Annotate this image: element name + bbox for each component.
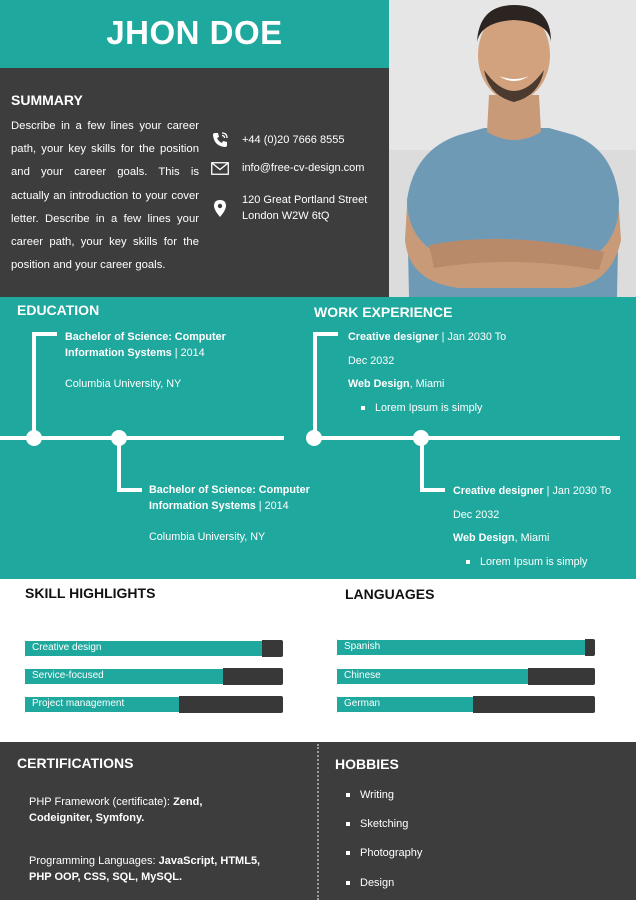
bullet-icon — [346, 793, 350, 797]
skill-label: Creative design — [32, 642, 102, 653]
candidate-name: JHON DOE — [106, 14, 283, 51]
contact-address — [242, 192, 367, 224]
bullet-icon — [346, 881, 350, 885]
education-connector-2 — [117, 438, 121, 492]
address-line-2: London W2W 6tQ — [242, 210, 330, 222]
work-company: Web Design — [348, 378, 410, 390]
education-dot-1 — [26, 430, 42, 446]
education-degree: Bachelor of Science: Computer Information Systems — [65, 331, 226, 359]
work-dates-end: Dec 2032 — [453, 508, 500, 521]
work-connector-2 — [420, 438, 424, 492]
profile-photo — [389, 0, 636, 297]
language-bar — [336, 696, 595, 713]
skill-bar — [24, 696, 283, 713]
education-connector-1-tick — [32, 332, 57, 336]
skill-bar — [24, 640, 283, 657]
bullet-icon — [346, 851, 350, 855]
certification-prefix: PHP Framework (certificate): — [29, 796, 170, 808]
work-dot-2 — [413, 430, 429, 446]
education-school: Columbia University, NY — [65, 378, 182, 390]
education-title: EDUCATION — [17, 302, 100, 318]
work-city: Miami — [520, 532, 550, 544]
language-label: Spanish — [344, 641, 381, 652]
certification-detail-a: JavaScript, HTML5, — [158, 855, 261, 867]
bullet-icon — [466, 560, 470, 564]
address-line-1: 120 Great Portland Street — [242, 194, 368, 206]
hobby-item — [346, 818, 408, 830]
hobby-item — [346, 847, 422, 859]
skill-label: Service-focused — [32, 670, 104, 681]
hobby-label: Design — [360, 877, 395, 889]
work-dates-end: Dec 2032 — [348, 354, 395, 367]
certification-item — [29, 794, 229, 826]
contact-phone-row — [210, 132, 344, 148]
work-timeline-axis — [312, 436, 620, 440]
work-entry-1: Creative designer | Jan 2030 To Dec 2032 Web Design, Miami Lorem Ipsum is simply — [348, 326, 528, 420]
envelope-icon — [210, 160, 230, 176]
location-pin-icon — [210, 192, 230, 224]
language-bar — [336, 639, 595, 656]
skill-label: Project management — [32, 698, 125, 709]
language-bar — [336, 668, 595, 685]
work-entry-2: Creative designer | Jan 2030 To Dec 2032 Web Design, Miami Lorem Ipsum is simply — [453, 480, 633, 574]
education-timeline-axis — [0, 436, 284, 440]
education-entry-2: Bachelor of Science: Computer Information Systems | 2014 Columbia University, NY — [149, 482, 329, 545]
education-dot-2 — [111, 430, 127, 446]
contact-phone: +44 (0)20 7666 8555 — [242, 134, 345, 146]
education-connector-1 — [32, 332, 36, 438]
certification-detail-b: PHP OOP, CSS, SQL, MySQL. — [29, 871, 183, 883]
work-bullet: Lorem Ipsum is simply — [375, 401, 483, 414]
contact-email-row — [210, 160, 364, 176]
work-company: Web Design — [453, 532, 515, 544]
skill-bar — [24, 668, 283, 685]
work-role: Creative designer — [348, 331, 439, 343]
skills-title: SKILL HIGHLIGHTS — [25, 585, 156, 601]
work-connector-2-tick — [420, 488, 445, 492]
certification-detail-b: Codeigniter, Symfony. — [29, 812, 145, 824]
certifications-title: CERTIFICATIONS — [17, 755, 134, 771]
column-divider — [317, 744, 319, 900]
hobby-item — [346, 877, 394, 889]
work-connector-1 — [313, 332, 317, 438]
education-degree: Bachelor of Science: Computer Information Systems — [149, 484, 310, 512]
hobby-label: Writing — [360, 789, 395, 801]
education-entry-1: Bachelor of Science: Computer Information Systems | 2014 Columbia University, NY — [65, 329, 245, 392]
education-year: 2014 — [264, 500, 289, 512]
phone-icon — [210, 132, 230, 148]
language-label: Chinese — [344, 670, 381, 681]
certification-item — [29, 853, 279, 885]
work-experience-title: WORK EXPERIENCE — [314, 304, 453, 320]
certification-prefix: Programming Languages: — [29, 855, 156, 867]
education-connector-2-tick — [117, 488, 142, 492]
certification-detail-a: Zend, — [173, 796, 203, 808]
work-city: Miami — [415, 378, 445, 390]
summary-title: SUMMARY — [11, 92, 83, 108]
summary-text: Describe in a few lines your career path, your key skills for the position and your career goals. This is actually an introduction to your cover letter. Describe in a few lines your career path, your key skills for the position and your career goals. — [11, 120, 199, 272]
hobby-label: Photography — [360, 847, 423, 859]
bullet-icon — [346, 822, 350, 826]
work-dates-start: Jan 2030 To — [447, 331, 507, 343]
work-connector-1-tick — [313, 332, 338, 336]
hobby-label: Sketching — [360, 818, 409, 830]
work-role: Creative designer — [453, 485, 544, 497]
work-dot-1 — [306, 430, 322, 446]
hobbies-title: HOBBIES — [335, 756, 399, 772]
work-dates-start: Jan 2030 To — [552, 485, 612, 497]
language-label: German — [344, 698, 381, 709]
contact-email[interactable]: info@free-cv-design.com — [242, 162, 365, 174]
hobby-item — [346, 789, 394, 801]
contact-address-row — [210, 192, 367, 224]
education-year: 2014 — [180, 347, 205, 359]
work-bullet: Lorem Ipsum is simply — [480, 555, 588, 568]
languages-title: LANGUAGES — [345, 586, 435, 602]
bullet-icon — [361, 406, 365, 410]
education-school: Columbia University, NY — [149, 531, 266, 543]
